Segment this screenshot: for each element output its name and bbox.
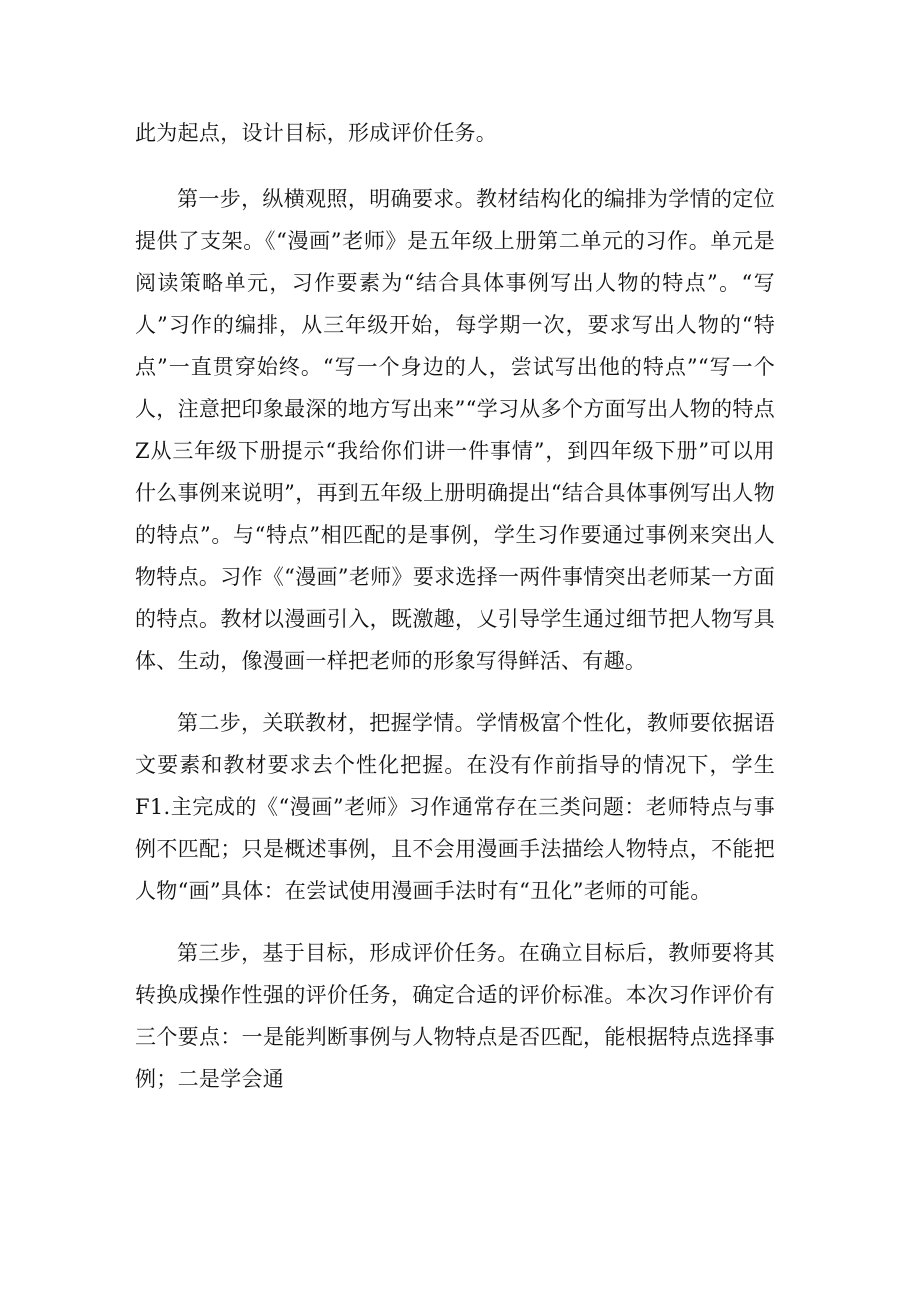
paragraph-step-three: 第三步，基于目标，形成评价任务。在确立目标后，教师要将其转换成操作性强的评价任务，确定合适的评价标准。本次习作评价有三个要点：一是能判断事例与人物特点是否匹配，能根据特点选择事例；二是学会通 <box>135 941 775 1091</box>
paragraph-step-two: 第二步，关联教材，把握学情。学情极富个性化，教师要依据语文要素和教材要求去个性化把握。在没有作前指导的情况下，学生F1.主完成的《“漫画”老师》习作通常存在三类问题：老师特点与事例不匹配；只是概述事例，且不会用漫画手法描绘人物特点，不能把人物“画”具体：在尝试使用漫画手法时有“丑化”老师的可能。 <box>135 711 775 903</box>
document-body <box>135 112 775 1120</box>
paragraph-continuation: 此为起点，设计目标，形成评价任务。 <box>135 121 498 145</box>
paragraph-step-one: 第一步，纵横观照，明确要求。教材结构化的编排为学情的定位提供了支架。《“漫画”老师》是五年级上册第二单元的习作。单元是阅读策略单元，习作要素为“结合具体事例写出人物的特点”。“写人”习作的编排，从三年级开始，每学期一次，要求写出人物的“特点”一直贯穿始终。“写一个身边的人，尝试写出他的特点”“写一个人，注意把印象最深的地方写出来”“学习从多个方面写出人物的特点Z从三年级下册提示“我给你们讲一件事情”，到四年级下册”可以用什么事例来说明”，再到五年级上册明确提出“结合具体事例写出人物的特点”。与“特点”相匹配的是事例，学生习作要通过事例来突出人物特点。习作《“漫画”老师》要求选择一两件事情突出老师某一方面的特点。教材以漫画引入，既激趣，乂引导学生通过细节把人物写具体、生动，像漫画一样把老师的形象写得鲜活、有趣。 <box>135 187 775 673</box>
